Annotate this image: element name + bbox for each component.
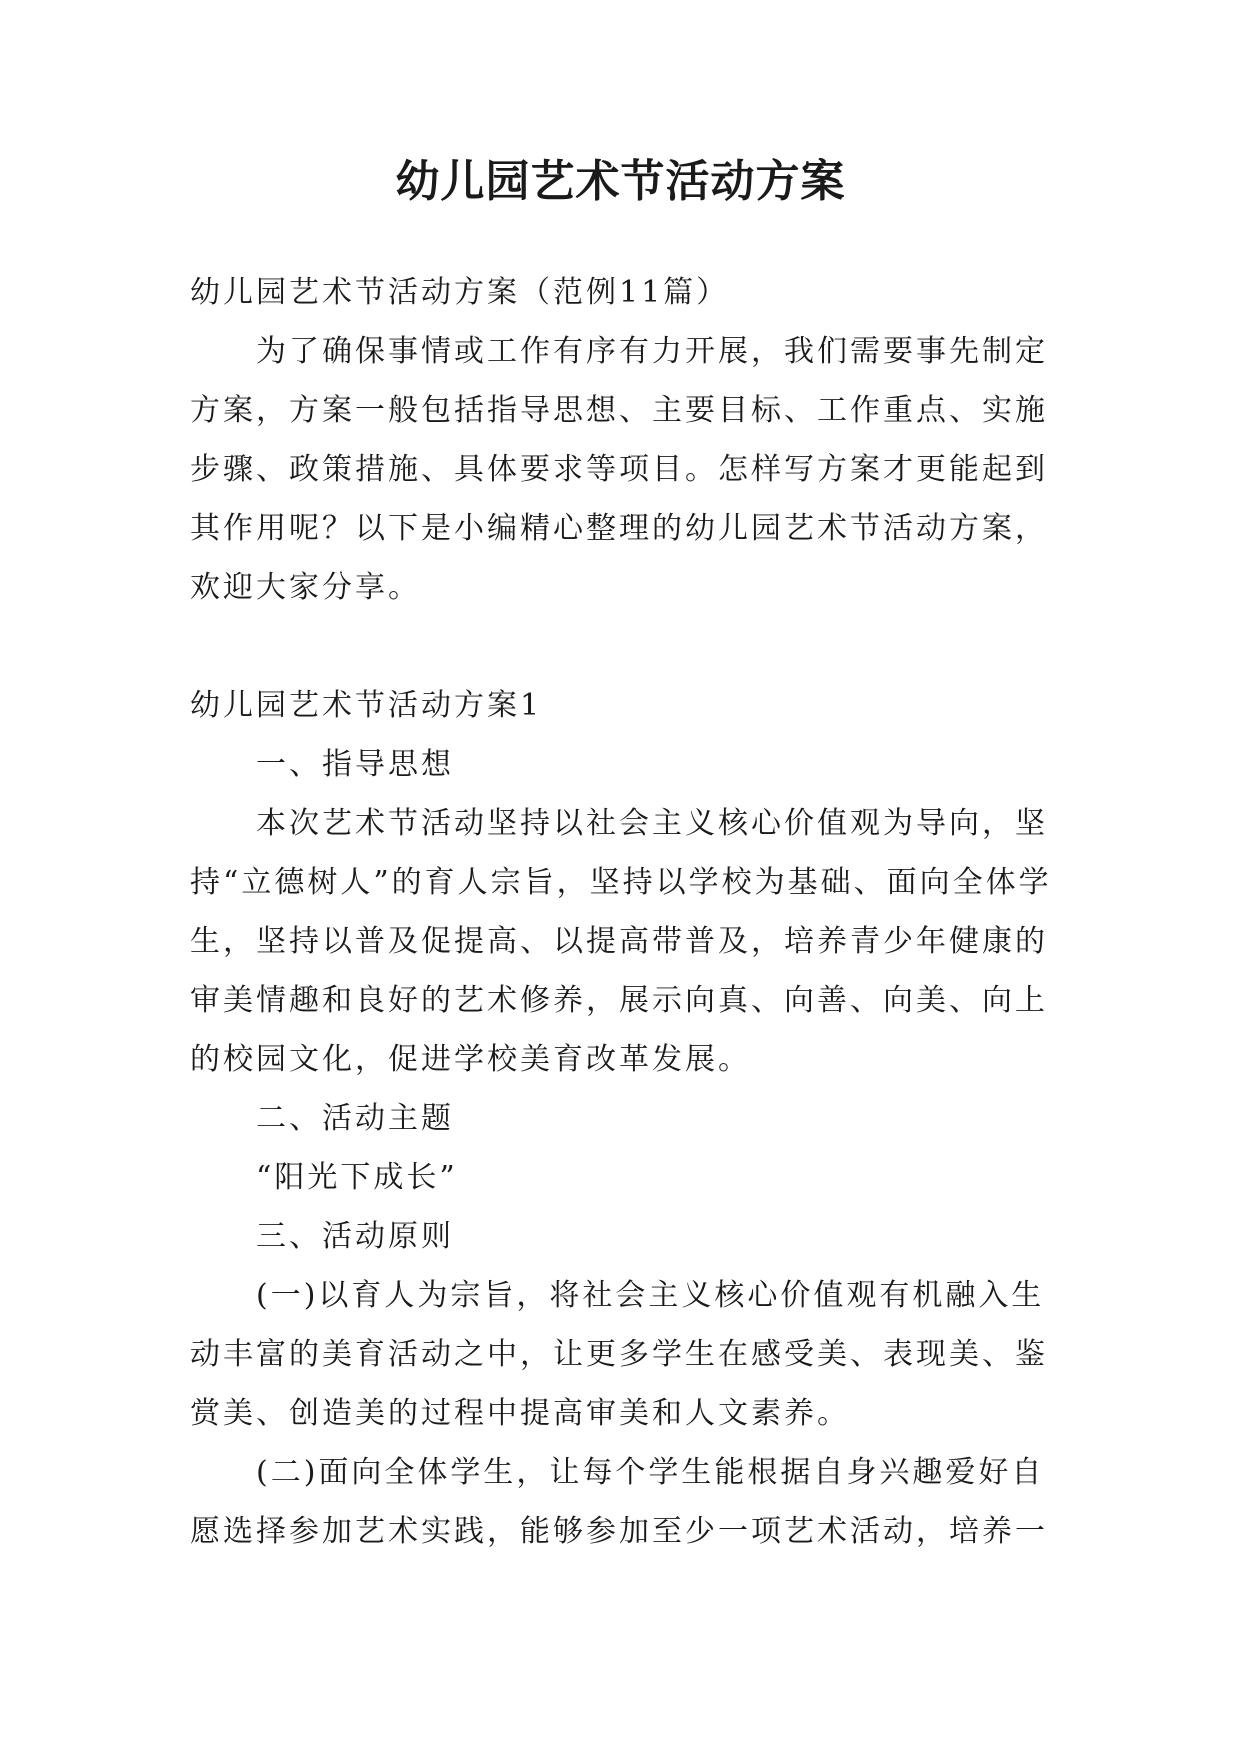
- document-title: 幼儿园艺术节活动方案: [395, 156, 846, 207]
- principle-one: (一)以育人为宗旨，将社会主义核心价值观有机融入生动丰富的美育活动之中，让更多学生在感受美、表现美、鉴赏美、创造美的过程中提高审美和人文素养。: [190, 1278, 1048, 1431]
- section-heading: 幼儿园艺术节活动方案1: [190, 688, 543, 723]
- heading-activity-theme: 二、活动主题: [256, 1101, 454, 1136]
- intro-paragraph: 为了确保事情或工作有序有力开展，我们需要事先制定方案，方案一般包括指导思想、主要目标、工作重点、实施步骤、政策措施、具体要求等项目。怎样写方案才更能起到其作用呢？以下是小编精心整理的幼儿园艺术节活动方案，欢迎大家分享。: [190, 334, 1048, 605]
- paragraph-guiding-ideology: 本次艺术节活动坚持以社会主义核心价值观为导向，坚持“立德树人”的育人宗旨，坚持以学校为基础、面向全体学生，坚持以普及促提高、以提高带普及，培养青少年健康的审美情趣和良好的艺术修养，展示向真、向善、向美、向上的校园文化，促进学校美育改革发展。: [190, 806, 1052, 1077]
- document-body: [190, 263, 1060, 1561]
- activity-theme-text: “阳光下成长”: [256, 1160, 458, 1195]
- heading-guiding-ideology: 一、指导思想: [256, 747, 454, 782]
- paragraph-gap: [190, 617, 1060, 676]
- principle-two: (二)面向全体学生，让每个学生能根据自身兴趣爱好自愿选择参加艺术实践，能够参加至少一项艺术活动，培养一: [190, 1455, 1048, 1549]
- heading-activity-principles: 三、活动原则: [256, 1219, 454, 1254]
- document-subtitle: 幼儿园艺术节活动方案（范例11篇）: [190, 275, 730, 310]
